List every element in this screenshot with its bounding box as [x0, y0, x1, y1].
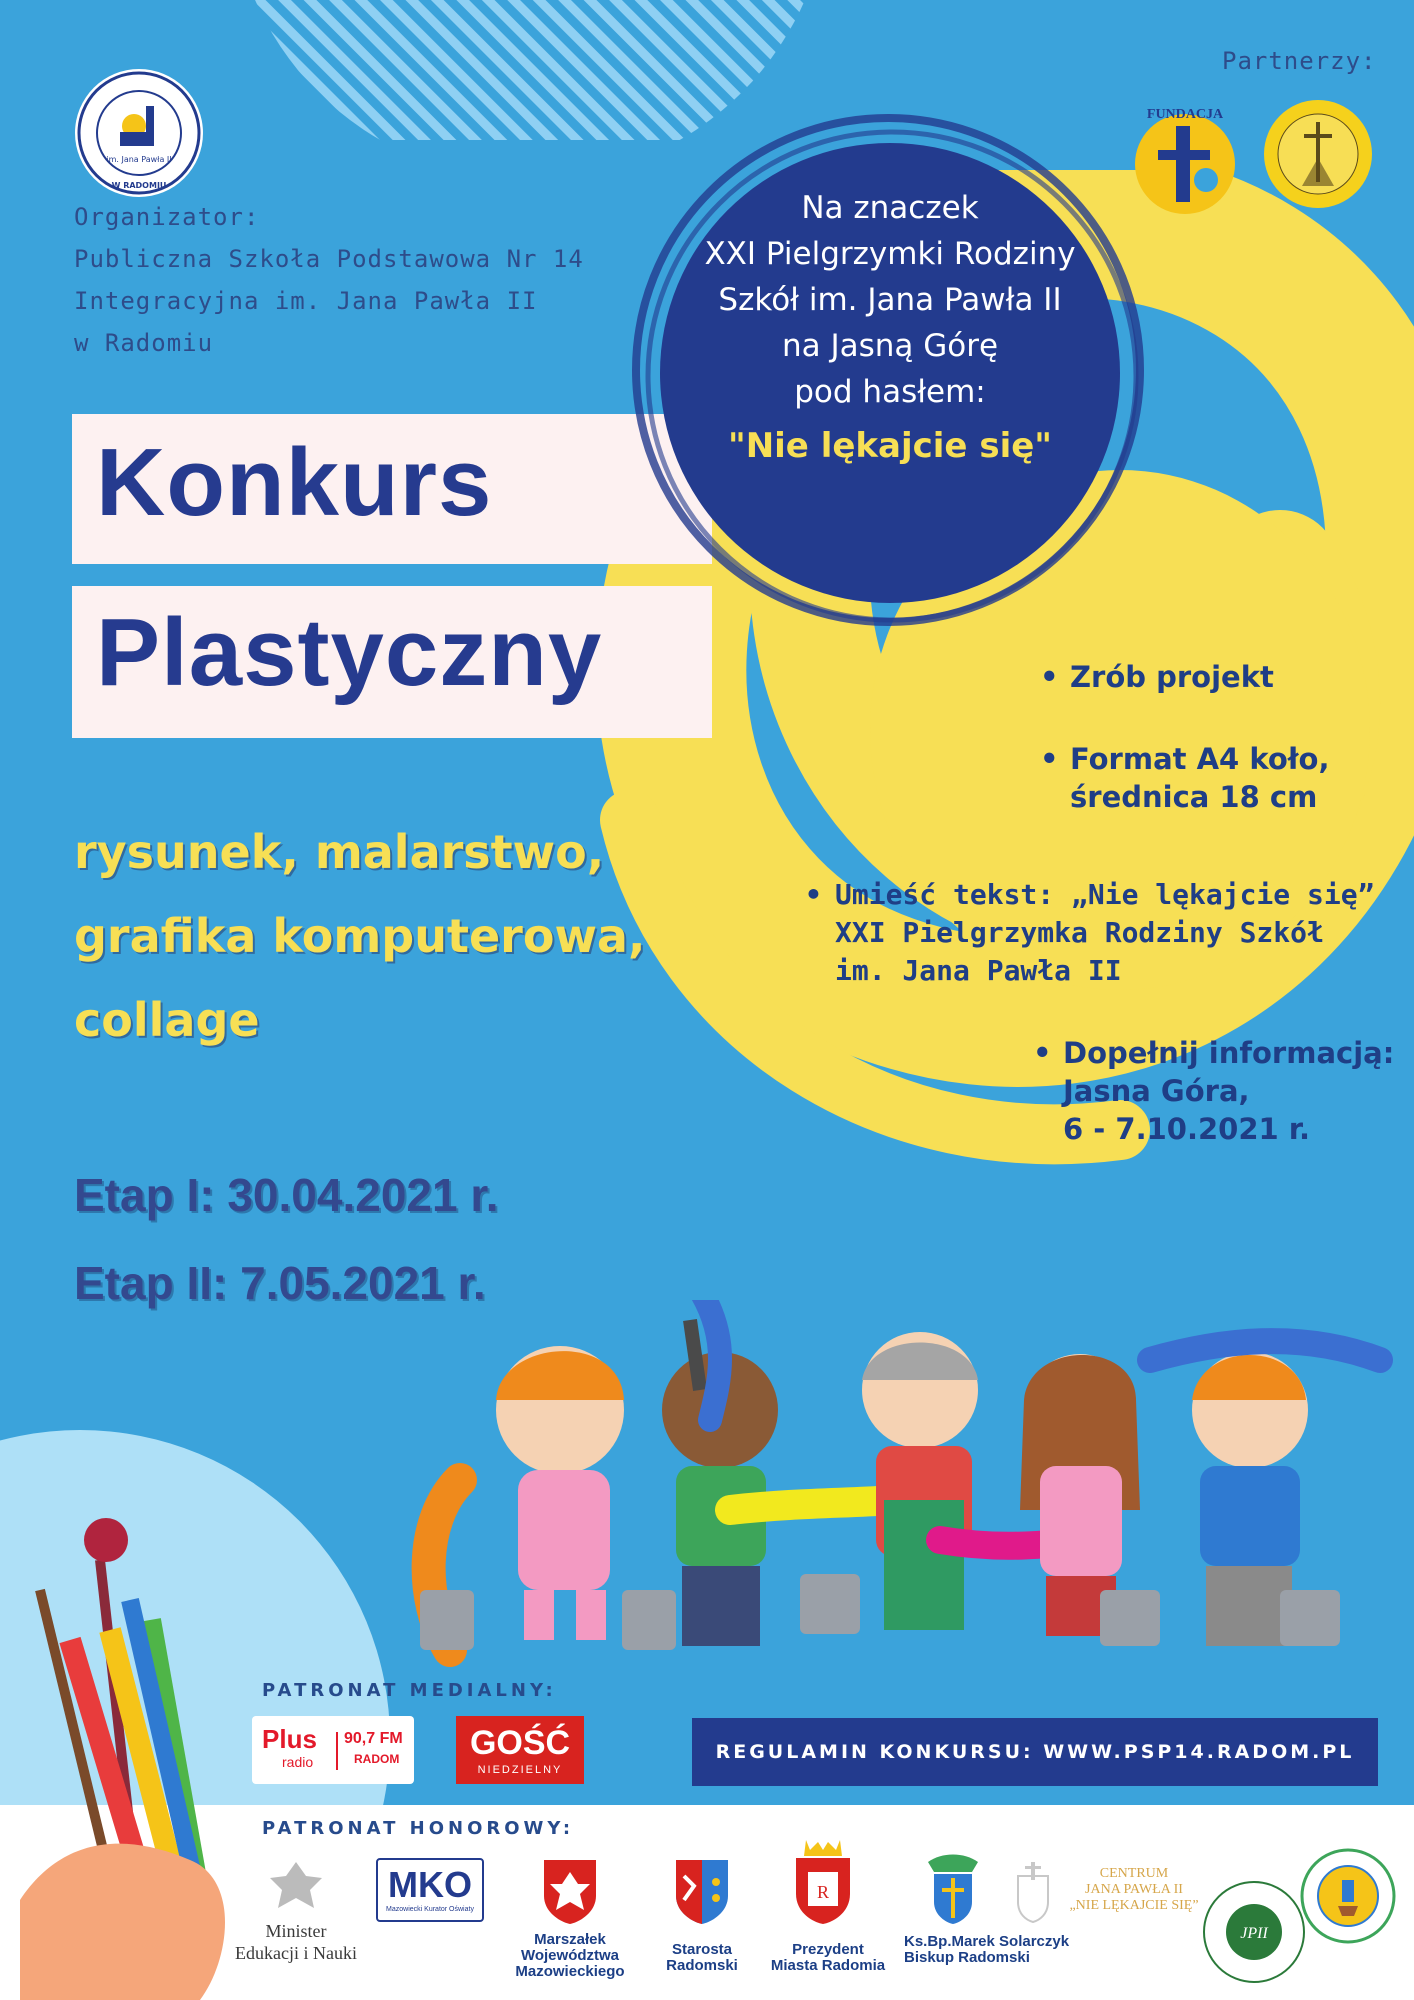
- mko-abbr: MKO: [388, 1864, 472, 1905]
- biskup-line2: Biskup Radomski: [904, 1949, 1030, 1966]
- school-logo-city: W RADOMIU: [111, 181, 167, 190]
- plus-radio-name: Plus: [262, 1724, 317, 1754]
- rule-3-line1: Umieść tekst: „Nie lękajcie się”: [835, 878, 1375, 911]
- biskup-caption: [904, 1934, 1104, 1966]
- gosc-sub: NIEDZIELNY: [477, 1764, 563, 1776]
- svg-text:R: R: [816, 1882, 830, 1902]
- rule-1: • Zrób projekt: [1040, 660, 1274, 694]
- centrum-line1: CENTRUM: [1099, 1866, 1169, 1881]
- techniques-block: [74, 810, 645, 1062]
- radom-crest-icon: [790, 1836, 856, 1928]
- circle-line5: pod hasłem:: [794, 374, 986, 410]
- gosc-niedzielny-logo: [456, 1716, 584, 1784]
- circle-line2: XXI Pielgrzymki Rodziny: [704, 236, 1076, 272]
- stowarzyszenie-logo: [1298, 1846, 1398, 1946]
- circle-text-block: [650, 185, 1130, 469]
- rule-3-line3: im. Jana Pawła II: [835, 954, 1122, 987]
- kid-3: [862, 1332, 978, 1630]
- centrum-logo: [1062, 1866, 1206, 1914]
- techniques-line3: collage: [74, 993, 260, 1047]
- minister-line2: Edukacji i Nauki: [235, 1943, 357, 1963]
- rule-4-line1: Dopełnij informacją:: [1063, 1036, 1395, 1070]
- organizer-label: Organizator:: [74, 203, 260, 231]
- instytut-mono: JPII: [1240, 1925, 1268, 1942]
- circle-line1: Na znaczek: [801, 190, 979, 226]
- rule-2: • Format A4 koło, średnica 18 cm: [1040, 742, 1330, 814]
- media-label: PATRONAT MEDIALNY:: [262, 1680, 557, 1701]
- minister-line1: Minister: [265, 1921, 327, 1941]
- rule-1-text: Zrób projekt: [1070, 660, 1274, 694]
- rule-2-line2: średnica 18 cm: [1070, 780, 1318, 814]
- rule-2-line1: Format A4 koło,: [1070, 742, 1330, 776]
- techniques-line1: rysunek, malarstwo,: [74, 825, 605, 879]
- children-painting-illustration: [400, 1300, 1414, 1670]
- school-logo-name: im. Jana Pawła II: [106, 155, 172, 164]
- biskup-line1: Ks.Bp.Marek Solarczyk: [904, 1933, 1070, 1950]
- gosc-name: GOŚĆ: [469, 1724, 571, 1762]
- starosta-line1: Starosta: [671, 1941, 733, 1958]
- fundacja-logo: [1130, 96, 1240, 226]
- techniques-line2: grafika komputerowa,: [74, 909, 646, 963]
- instytut-jp2-logo: [1200, 1878, 1308, 1986]
- honorary-label: PATRONAT HONOROWY:: [262, 1818, 575, 1839]
- organizer-line3: w Radomiu: [74, 329, 214, 357]
- circle-line3: Szkół im. Jana Pawła II: [718, 282, 1062, 318]
- circle-slogan: "Nie lękajcie się": [727, 426, 1052, 466]
- fundacja-title: FUNDACJA: [1146, 107, 1224, 122]
- organizer-line1: Publiczna Szkoła Podstawowa Nr 14: [74, 245, 584, 273]
- regulamin-link[interactable]: REGULAMIN KONKURSU: WWW.PSP14.RADOM.PL: [692, 1718, 1378, 1786]
- prezydent-line1: Prezydent: [792, 1941, 864, 1958]
- organizer-line2: Integracyjna im. Jana Pawła II: [74, 287, 538, 315]
- rule-4-line2: Jasna Góra,: [1063, 1074, 1250, 1108]
- etap1: Etap I: 30.04.2021 r.: [74, 1169, 499, 1221]
- prezydent-caption: [758, 1942, 898, 1974]
- mazowsze-crest-icon: [540, 1856, 600, 1926]
- title-line1: Konkurs: [96, 429, 493, 536]
- plus-radio-sub: radio: [282, 1754, 314, 1770]
- rule-3-line2: XXI Pielgrzymka Rodziny Szkół: [835, 916, 1324, 949]
- centrum-line3: „NIE LĘKAJCIE SIĘ”: [1069, 1898, 1199, 1913]
- circle-line4: na Jasną Górę: [781, 328, 999, 364]
- plus-radio-freq: 90,7 FM: [344, 1730, 403, 1747]
- marszalek-caption: [500, 1932, 640, 1980]
- rodzina-szkol-logo: [1262, 98, 1374, 210]
- plus-radio-city: RADOM: [354, 1752, 400, 1766]
- powiat-radomski-crest-icon: [672, 1856, 732, 1926]
- polish-eagle-icon: [266, 1856, 326, 1912]
- bishop-coat-of-arms-icon: [922, 1852, 984, 1928]
- prezydent-line2: Miasta Radomia: [770, 1957, 886, 1974]
- mko-sub: Mazowiecki Kurator Oświaty: [386, 1906, 474, 1913]
- marszalek-line3: Mazowieckiego: [515, 1963, 625, 1980]
- title-line2: Plastyczny: [96, 599, 603, 706]
- plus-radio-logo: [252, 1716, 414, 1784]
- rule-4: • Dopełnij informacją: Jasna Góra, 6 - 7.10.2021 r.: [1033, 1036, 1395, 1146]
- school-logo: [72, 66, 207, 201]
- minister-caption: [214, 1920, 378, 1964]
- etap2: Etap II: 7.05.2021 r.: [74, 1257, 486, 1309]
- partners-label: Partnerzy:: [1222, 47, 1377, 75]
- centrum-line2: JANA PAWŁA II: [1085, 1882, 1183, 1897]
- marszalek-line2: Województwa: [520, 1947, 620, 1964]
- rule-4-line3: 6 - 7.10.2021 r.: [1063, 1112, 1310, 1146]
- rule-3: • Umieść tekst: „Nie lękajcie się” XXI Pielgrzymka Rodziny Szkół im. Jana Pawła II: [835, 876, 1374, 990]
- starosta-caption: [632, 1942, 772, 1974]
- organizer-block: [74, 196, 584, 364]
- papal-arms-icon: [1010, 1858, 1056, 1924]
- starosta-line2: Radomski: [666, 1957, 738, 1974]
- mko-logo: [376, 1858, 484, 1922]
- marszalek-line1: Marszałek: [534, 1931, 606, 1948]
- kid-1: [496, 1346, 624, 1640]
